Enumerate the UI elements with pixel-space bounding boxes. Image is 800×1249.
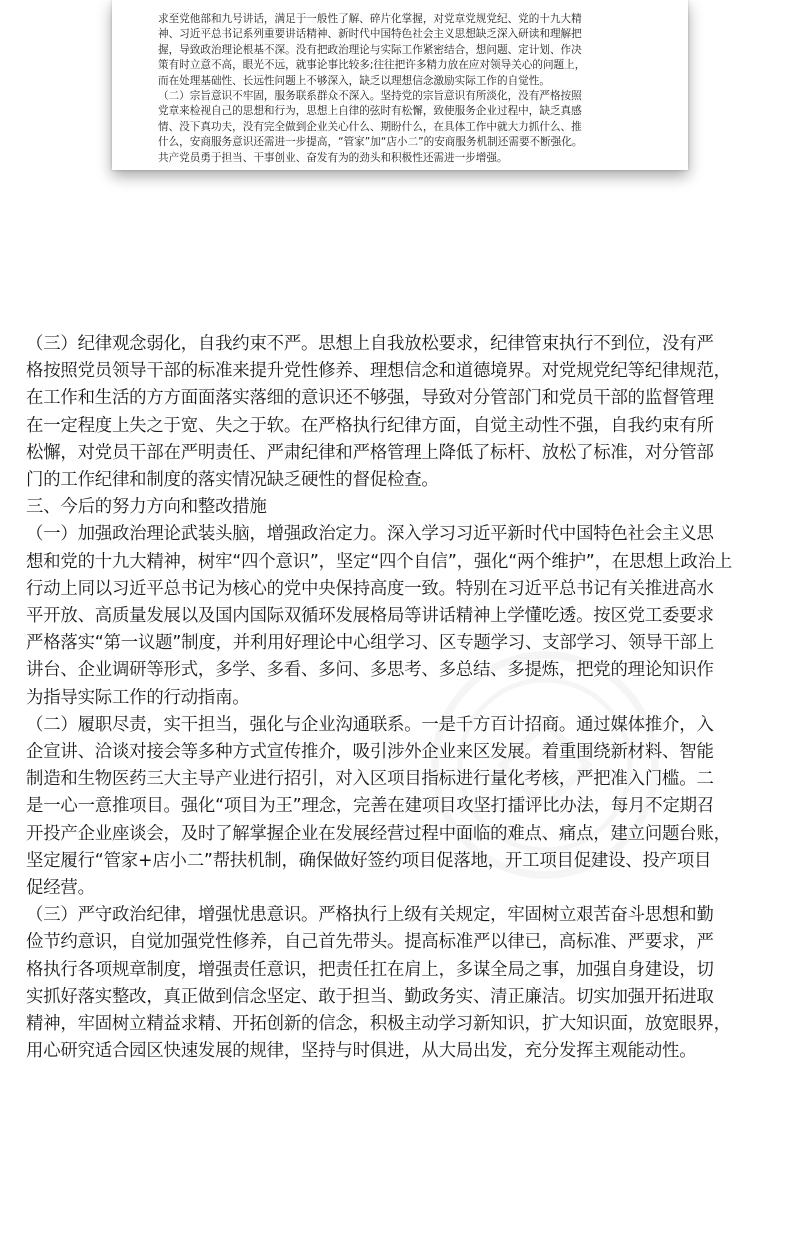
- body-line: 格执行各项规章制度，增强责任意识，把责任扛在肩上，多谋全局之事，加强自身建设，切: [26, 959, 714, 980]
- body-line: （二）履职尽责，实干担当，强化与企业沟通联系。一是千方百计招商。通过媒体推介，入: [26, 714, 714, 735]
- preview-line: 而在处理基础性、长远性问题上不够深入，缺乏以理想信念激励实际工作的自觉性。: [158, 74, 550, 87]
- section-heading: 三、今后的努力方向和整改措施: [26, 497, 267, 518]
- body-line: 在一定程度上失之于宽、失之于软。在严格执行纪律方面，自觉主动性不强，自我约束有所: [26, 415, 714, 436]
- body-line: 严格落实“第一议题”制度，并利用好理论中心组学习、区专题学习、支部学习、领导干部上: [26, 633, 715, 654]
- body-line: 是一心一意推项目。强化“项目为王”理念，完善在建项目攻坚打擂评比办法，每月不定期召: [26, 796, 715, 817]
- preview-line: （二）宗旨意识不牢固，服务联系群众不深入。坚持党的宗旨意识有所淡化，没有严格按照: [158, 89, 582, 102]
- preview-line: 党章来检视自己的思想和行为，思想上自律的弦时有松懈，致使服务企业过程中，缺乏真感: [158, 105, 582, 118]
- body-line: 为指导实际工作的行动指南。: [26, 687, 250, 708]
- body-line: 制造和生物医药三大主导产业进行招引，对入区项目指标进行量化考核，严把准入门槛。二: [26, 769, 714, 790]
- preview-line: 什么，安商服务意识还需进一步提高，“管家”加“店小二”的安商服务机制还需要不断强化。: [158, 136, 583, 149]
- body-line: 企宣讲、洽谈对接会等多种方式宣传推介，吸引涉外企业来区发展。着重围绕新材料、智能: [26, 742, 714, 763]
- document-body: [26, 331, 778, 1065]
- body-line: 精神，牢固树立精益求精、开拓创新的信念，积极主动学习新知识，扩大知识面，放宽眼界，: [26, 1014, 731, 1035]
- body-line: 平开放、高质量发展以及国内国际双循环发展格局等讲话精神上学懂吃透。按区党工委要求: [26, 606, 714, 627]
- document-preview-card: [112, 0, 688, 170]
- body-line: （三）纪律观念弱化，自我约束不严。思想上自我放松要求，纪律管束执行不到位，没有严: [26, 334, 714, 354]
- body-line: 促经营。: [26, 878, 95, 899]
- body-line: 行动上同以习近平总书记为核心的党中央保持高度一致。特别在习近平总书记有关推进高水: [26, 578, 714, 599]
- body-line: 门的工作纪律和制度的落实情况缺乏硬性的督促检查。: [26, 470, 439, 491]
- body-line: 俭节约意识，自觉加强党性修养，自己首先带头。提高标准严以律已，高标准、严要求，严: [26, 932, 714, 953]
- body-line: 实抓好落实整改，真正做到信念坚定、敢于担当、勤政务实、清正廉洁。切实加强开拓进取: [26, 986, 714, 1007]
- body-line: （三）严守政治纪律，增强忧患意识。严格执行上级有关规定，牢固树立艰苦奋斗思想和勤: [26, 905, 714, 926]
- preview-line: 求至党他部和九号讲话，满足于一般性了解、碎片化掌握，对党章党规党纪、党的十九大精: [158, 12, 582, 25]
- preview-line: 共产党员勇于担当、干事创业、奋发有为的劲头和积极性还需进一步增强。: [158, 151, 508, 164]
- body-line: 用心研究适合园区快速发展的规律，坚持与时俱进，从大局出发，充分发挥主观能动性。: [26, 1041, 697, 1062]
- preview-line: 握，导致政治理论根基不深。没有把政治理论与实际工作紧密结合，想问题、定计划、作决: [158, 43, 582, 56]
- preview-text-block: [158, 12, 666, 166]
- body-line: （一）加强政治理论武装头脑，增强政治定力。深入学习习近平新时代中国特色社会主义思: [26, 524, 714, 545]
- preview-line: 情、没下真功夫，没有完全做到企业关心什么、期盼什么，在具体工作中就大力抓什么、推: [158, 120, 582, 133]
- preview-line: 策有时立意不高，眼光不远，就事论事比较多;往往把许多精力放在应对领导关心的问题上，: [158, 59, 586, 72]
- body-line: 想和党的十九大精神，树牢“四个意识”，坚定“四个自信”，强化“两个维护”，在思想上政治上: [26, 551, 733, 572]
- body-line: 在工作和生活的方方面面落实落细的意识还不够强，导致对分管部门和党员干部的监督管理: [26, 388, 714, 409]
- body-line: 开投产企业座谈会，及时了解掌握企业在发展经营过程中面临的难点、痛点，建立问题台账，: [26, 823, 731, 844]
- body-line: 讲台、企业调研等形式，多学、多看、多问、多思考、多总结、多提炼，把党的理论知识作: [26, 660, 714, 681]
- preview-line: 神、习近平总书记系列重要讲话精神、新时代中国特色社会主义思想缺乏深入研读和理解把: [158, 28, 582, 41]
- body-line: 坚定履行“管家+店小二”帮扶机制，确保做好签约项目促落地，开工项目促建设、投产项目: [26, 850, 712, 871]
- body-line: 格按照党员领导干部的标准来提升党性修养、理想信念和道德境界。对党规党纪等纪律规范，: [26, 361, 731, 382]
- body-line: 松懈，对党员干部在严明责任、严肃纪律和严格管理上降低了标杆、放松了标准，对分管部: [26, 442, 714, 463]
